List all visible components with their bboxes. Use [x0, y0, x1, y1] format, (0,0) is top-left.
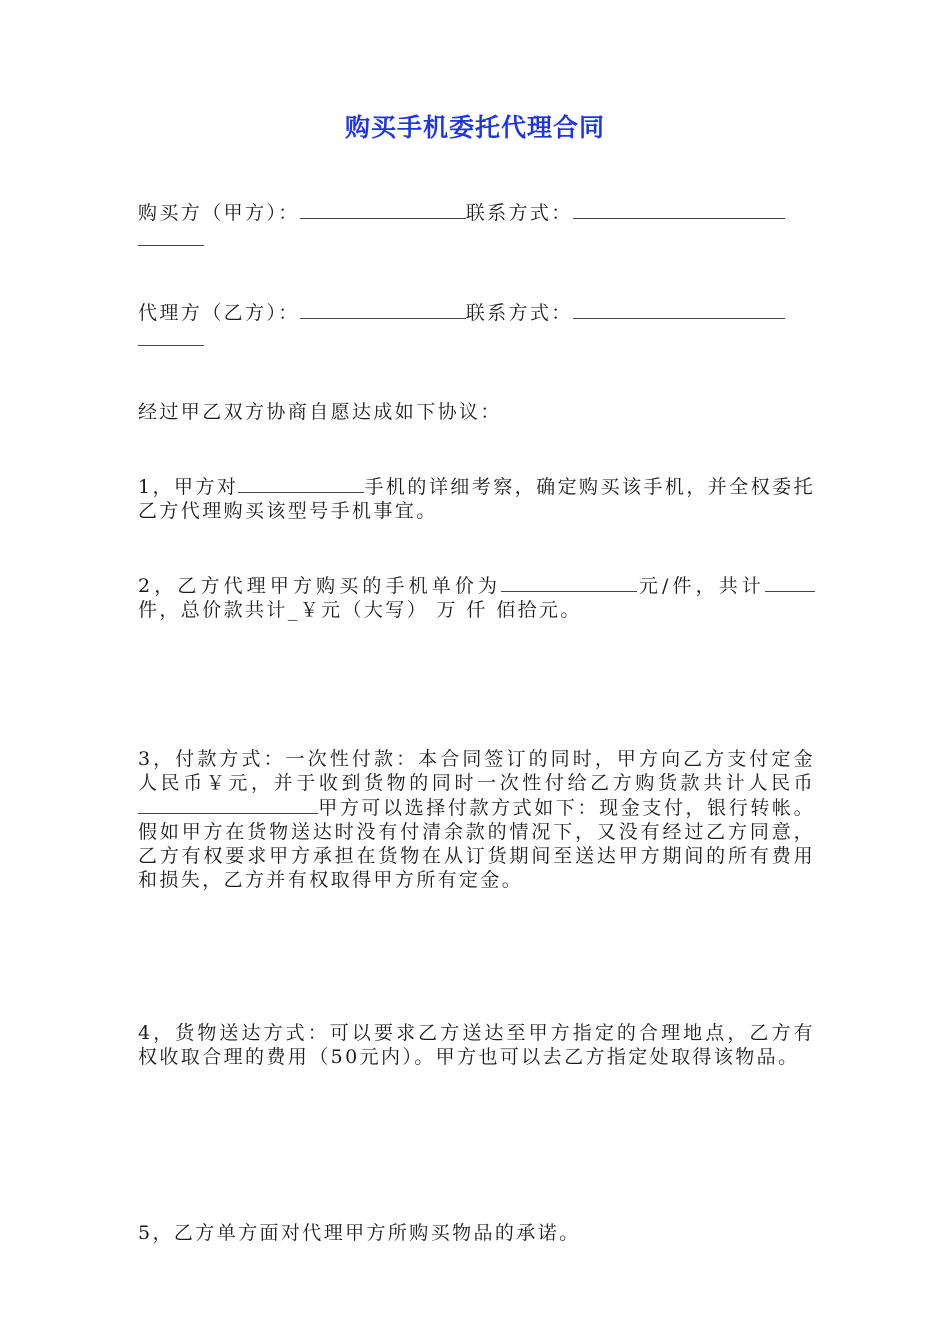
party-b-name-blank [300, 300, 466, 319]
party-b-label: 代理方（乙方）： [138, 302, 300, 324]
clause-3-lead: 3，付款方式：一次性付款：本合同签订的同时，甲方向乙方支付定金人民币￥元，并于收到货物的同时一次性付给乙方购货款共计人民币 [138, 748, 815, 794]
clause-1-text: 手机的详细考察，确定购买该手机，并全权委托乙方代理购买该型号手机事宜。 [138, 476, 816, 522]
clause-2-unit: 元/件，共计 [637, 575, 765, 597]
clause-1-lead: 1，甲方对 [138, 476, 239, 498]
clause-3 [138, 747, 815, 892]
clause-2-lead: 2，乙方代理甲方购买的手机单价为 [138, 575, 502, 597]
clause-5: 5，乙方单方面对代理甲方所购买物品的承诺。 [138, 1222, 581, 1244]
party-a-contact-blank [573, 200, 785, 219]
clause-3-text: 甲方可以选择付款方式如下：现金支付，银行转帐。假如甲方在货物送达时没有付清余款的情况下，又没有经过乙方同意，乙方有权要求甲方承担在货物在从订货期间至送达甲方期间的所有费用和损失，乙方并有权取得甲方所有定金。 [138, 797, 815, 891]
document-title: 购买手机委托代理合同 [344, 113, 605, 142]
party-a-name-blank [300, 200, 466, 219]
party-b-contact-blank [573, 300, 785, 319]
party-a-line [138, 200, 815, 225]
party-a-contact-label: 联系方式： [465, 202, 573, 224]
clause-1 [138, 474, 815, 523]
agreement-intro: 经过甲乙双方协商自愿达成如下协议： [138, 401, 502, 423]
party-b-line [138, 300, 815, 325]
clause-2-quantity-blank [765, 573, 815, 592]
clause-3-amount-blank [138, 795, 318, 814]
clause-2-unit-price-blank [501, 573, 637, 592]
party-b-contact-blank-continued [138, 345, 204, 346]
party-b-contact-label: 联系方式： [465, 302, 573, 324]
party-a-label: 购买方（甲方）： [138, 202, 300, 224]
clause-1-model-blank [238, 474, 364, 493]
party-a-contact-blank-continued [138, 245, 204, 246]
clause-2 [138, 573, 815, 622]
clause-2-total: 件，总价款共计_￥元（大写） 万 仟 佰拾元。 [138, 599, 582, 621]
clause-4: 4，货物送达方式：可以要求乙方送达至甲方指定的合理地点，乙方有权收取合理的费用（50元内）。甲方也可以去乙方指定处取得该物品。 [138, 1022, 815, 1068]
